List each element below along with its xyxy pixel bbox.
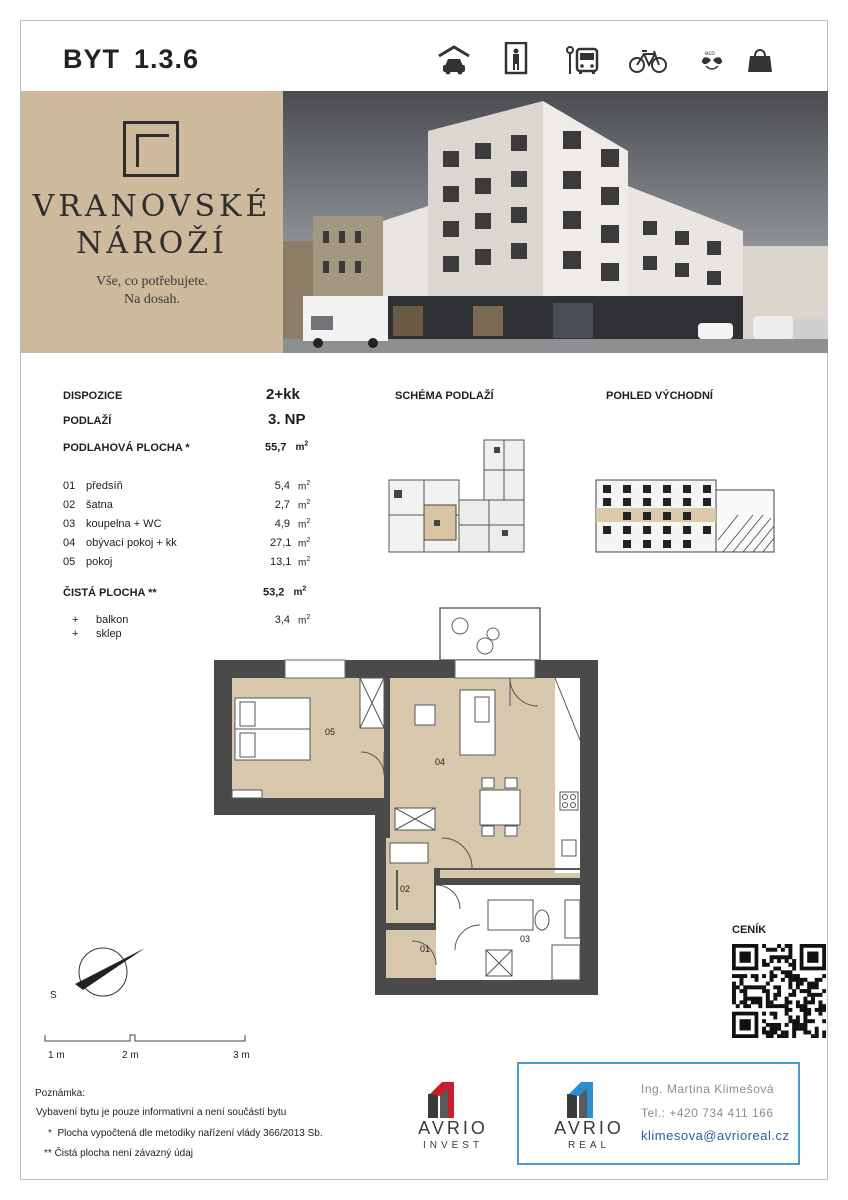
avrio-real-sub: REAL [567, 1140, 611, 1151]
room-number: 04 [63, 537, 76, 549]
contact-phone[interactable]: Tel.: +420 734 411 166 [641, 1106, 774, 1120]
contact-box [517, 1062, 800, 1165]
room-area: 4,9 [274, 518, 290, 530]
net-label: ČISTÁ PLOCHA ** [63, 587, 157, 599]
qr-code[interactable] [732, 944, 826, 1038]
tagline-line-1: Vše, co potřebujete. [96, 274, 208, 289]
scale-bar [40, 1025, 250, 1052]
note-line-2: * Plocha vypočtená dle metodiky nařízení vlády 366/2013 Sb. [48, 1128, 323, 1139]
extra-sign: + [72, 614, 79, 626]
scale-label-2m: 2 m [122, 1050, 139, 1061]
brand-line-2: NÁROŽÍ [76, 226, 228, 261]
scale-label-3m: 3 m [233, 1050, 250, 1061]
room-number: 01 [63, 480, 76, 492]
room-name: předsíň [86, 480, 123, 492]
note-line-1: Vybavení bytu je pouze informativní a není součástí bytu [36, 1107, 287, 1118]
room-area: 2,7 [274, 499, 290, 511]
dispozice-label: DISPOZICE [63, 390, 123, 402]
avrio-real-logo [549, 1078, 629, 1158]
extra-sign: + [72, 628, 79, 640]
svg-text:eco: eco [705, 51, 715, 57]
room-area: 27,1 [270, 537, 292, 549]
building-rendering [283, 91, 828, 353]
bicycle-icon [628, 42, 668, 78]
public-transport-icon [564, 42, 604, 78]
plocha-number: 55,7 [265, 441, 287, 454]
note-line-3: ** Čistá plocha není závazný údaj [44, 1148, 193, 1159]
room-name: obývací pokoj + kk [86, 537, 177, 549]
east-view-drawing [593, 470, 783, 560]
notes-title: Poznámka: [35, 1088, 86, 1099]
room-area: 13,1 [270, 556, 292, 568]
avrio-invest-word: AVRIO [418, 1118, 488, 1138]
floor-plan [200, 600, 610, 1005]
room-unit: $m^2$ [298, 518, 311, 531]
contact-email[interactable]: klimesova@avrioreal.cz [641, 1128, 790, 1143]
eco-icon [692, 42, 732, 78]
avrio-invest-sub: INVEST [422, 1140, 484, 1151]
floor-scheme-drawing [384, 435, 529, 565]
podlazi-value: 3. NP [268, 411, 306, 428]
extra-unit: $m^2$ [298, 614, 311, 627]
vn-logo-icon [123, 121, 179, 177]
elevator-icon [498, 42, 538, 78]
room-number: 03 [63, 518, 76, 530]
room-unit: $m^2$ [298, 499, 311, 512]
room-number: 05 [63, 556, 76, 568]
room-number: 02 [63, 499, 76, 511]
tagline-line-2: Na dosah. [124, 292, 180, 307]
compass-label: S [50, 990, 57, 1001]
plan-label-02: 02 [400, 884, 411, 894]
page-title [63, 44, 199, 75]
plan-label-01: 01 [420, 944, 431, 954]
plan-label-03: 03 [520, 934, 531, 944]
title-label: BYT [63, 44, 120, 74]
scale-label-1m: 1 m [48, 1050, 65, 1061]
avrio-invest-logo [418, 1078, 488, 1158]
east-view-title: POHLED VÝCHODNÍ [606, 390, 713, 402]
net-number: 53,2 [263, 586, 285, 599]
net-unit: $m^2$ [293, 586, 307, 599]
room-area: 5,4 [274, 480, 290, 492]
avrio-real-word: AVRIO [554, 1118, 624, 1138]
net-value [263, 586, 306, 598]
room-name: koupelna + WC [86, 518, 162, 530]
shopping-icon [740, 42, 780, 78]
brand-panel [21, 91, 283, 353]
extra-name: sklep [96, 628, 122, 640]
extra-name: balkon [96, 614, 129, 626]
room-name: pokoj [86, 556, 113, 568]
plocha-label: PODLAHOVÁ PLOCHA * [63, 442, 190, 454]
garage-icon [434, 42, 474, 78]
room-unit: $m^2$ [298, 480, 311, 493]
podlazi-label: PODLAŽÍ [63, 415, 112, 427]
north-compass [45, 938, 155, 1013]
unit-number: 1.3.6 [134, 44, 200, 74]
room-unit: $m^2$ [298, 537, 311, 550]
plan-label-04: 04 [435, 757, 446, 767]
contact-name: Ing. Martina Klimešová [641, 1082, 775, 1096]
floor-scheme-title: SCHÉMA PODLAŽÍ [395, 390, 494, 402]
room-name: šatna [86, 499, 113, 511]
plocha-value [265, 441, 308, 453]
room-unit: $m^2$ [298, 556, 311, 569]
extra-area: 3,4 [274, 614, 290, 626]
brand-tagline [21, 273, 283, 309]
dispozice-value: 2+kk [266, 386, 300, 403]
plan-label-05: 05 [325, 727, 336, 737]
plocha-unit: $m^2$ [295, 441, 309, 454]
brand-line-1: VRANOVSKÉ [32, 189, 272, 224]
pricing-label: CENÍK [732, 924, 767, 936]
